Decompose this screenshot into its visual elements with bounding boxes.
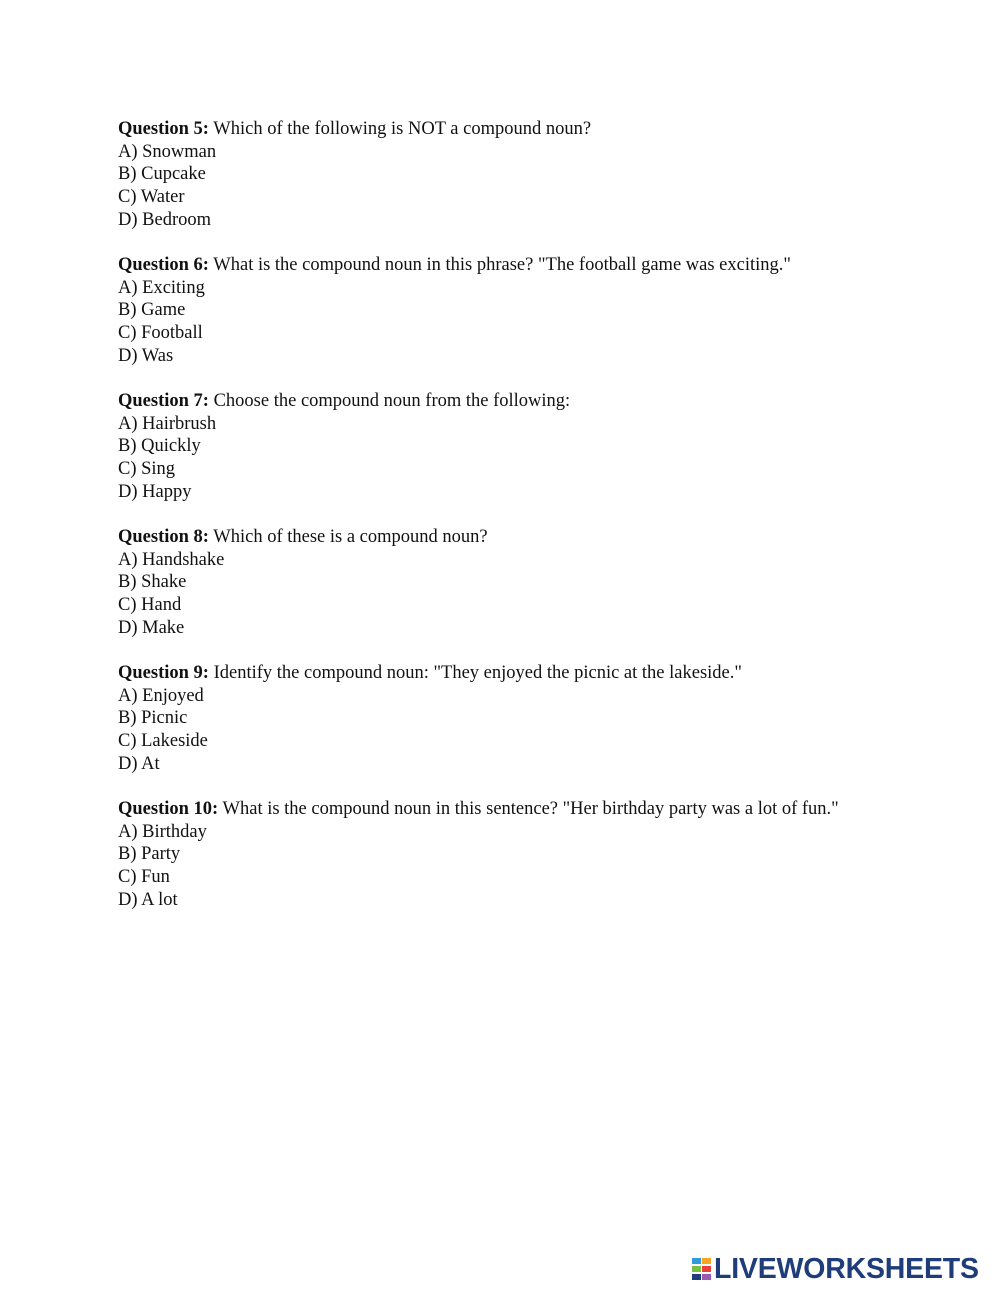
- question-text: Choose the compound noun from the following:: [213, 391, 571, 412]
- answer-option: B) Shake: [118, 572, 187, 593]
- question-label: Question 10:: [118, 799, 219, 820]
- answer-option: C) Fun: [118, 867, 170, 888]
- question-line: [118, 798, 918, 821]
- question-line: [118, 526, 918, 549]
- question-line: [118, 118, 918, 141]
- question-text: What is the compound noun in this phrase? "The football game was exciting.": [213, 255, 791, 276]
- liveworksheets-brand[interactable]: [692, 1254, 979, 1284]
- answer-option: B) Game: [118, 300, 186, 321]
- question-7: [118, 390, 918, 504]
- question-text: Which of these is a compound noun?: [213, 527, 488, 548]
- answer-option: B) Quickly: [118, 436, 201, 457]
- answer-option: A) Handshake: [118, 549, 225, 570]
- answer-option: D) A lot: [118, 889, 178, 910]
- answer-option: C) Lakeside: [118, 731, 208, 752]
- question-text: Identify the compound noun: "They enjoyed the picnic at the lakeside.": [213, 663, 742, 684]
- answer-option: D) At: [118, 753, 160, 774]
- question-text: Which of the following is NOT a compound noun?: [213, 119, 592, 139]
- question-8: [118, 526, 918, 640]
- answer-option: A) Enjoyed: [118, 685, 204, 706]
- question-6: [118, 254, 918, 368]
- liveworksheets-logo-icon: [692, 1257, 712, 1281]
- answer-option: C) Hand: [118, 595, 182, 616]
- question-text: What is the compound noun in this sentence? "Her birthday party was a lot of fun.": [222, 799, 839, 820]
- answer-option: C) Sing: [118, 459, 176, 480]
- answer-option: D) Happy: [118, 481, 192, 502]
- answer-option: B) Picnic: [118, 708, 188, 729]
- brand-wordmark: LIVEWORKSHEETS: [714, 1253, 979, 1285]
- answer-option: B) Cupcake: [118, 164, 206, 185]
- answer-option: C) Football: [118, 323, 203, 344]
- answer-option: A) Snowman: [118, 141, 217, 162]
- question-label: Question 7:: [118, 391, 209, 412]
- question-label: Question 5:: [118, 119, 209, 139]
- answer-option: A) Hairbrush: [118, 413, 217, 434]
- question-line: [118, 390, 918, 413]
- answer-option: D) Make: [118, 617, 185, 638]
- answer-option: D) Was: [118, 345, 174, 366]
- question-label: Question 8:: [118, 527, 209, 548]
- question-line: [118, 662, 918, 685]
- question-line: [118, 254, 918, 277]
- question-label: Question 6:: [118, 255, 209, 276]
- answer-option: B) Party: [118, 844, 181, 865]
- question-9: [118, 662, 918, 776]
- answer-option: D) Bedroom: [118, 209, 211, 230]
- answer-option: A) Exciting: [118, 277, 205, 298]
- question-10: [118, 798, 918, 912]
- question-label: Question 9:: [118, 663, 209, 684]
- answer-option: C) Water: [118, 187, 185, 208]
- answer-option: A) Birthday: [118, 821, 207, 842]
- worksheet-content: [118, 118, 918, 934]
- question-5: [118, 118, 918, 232]
